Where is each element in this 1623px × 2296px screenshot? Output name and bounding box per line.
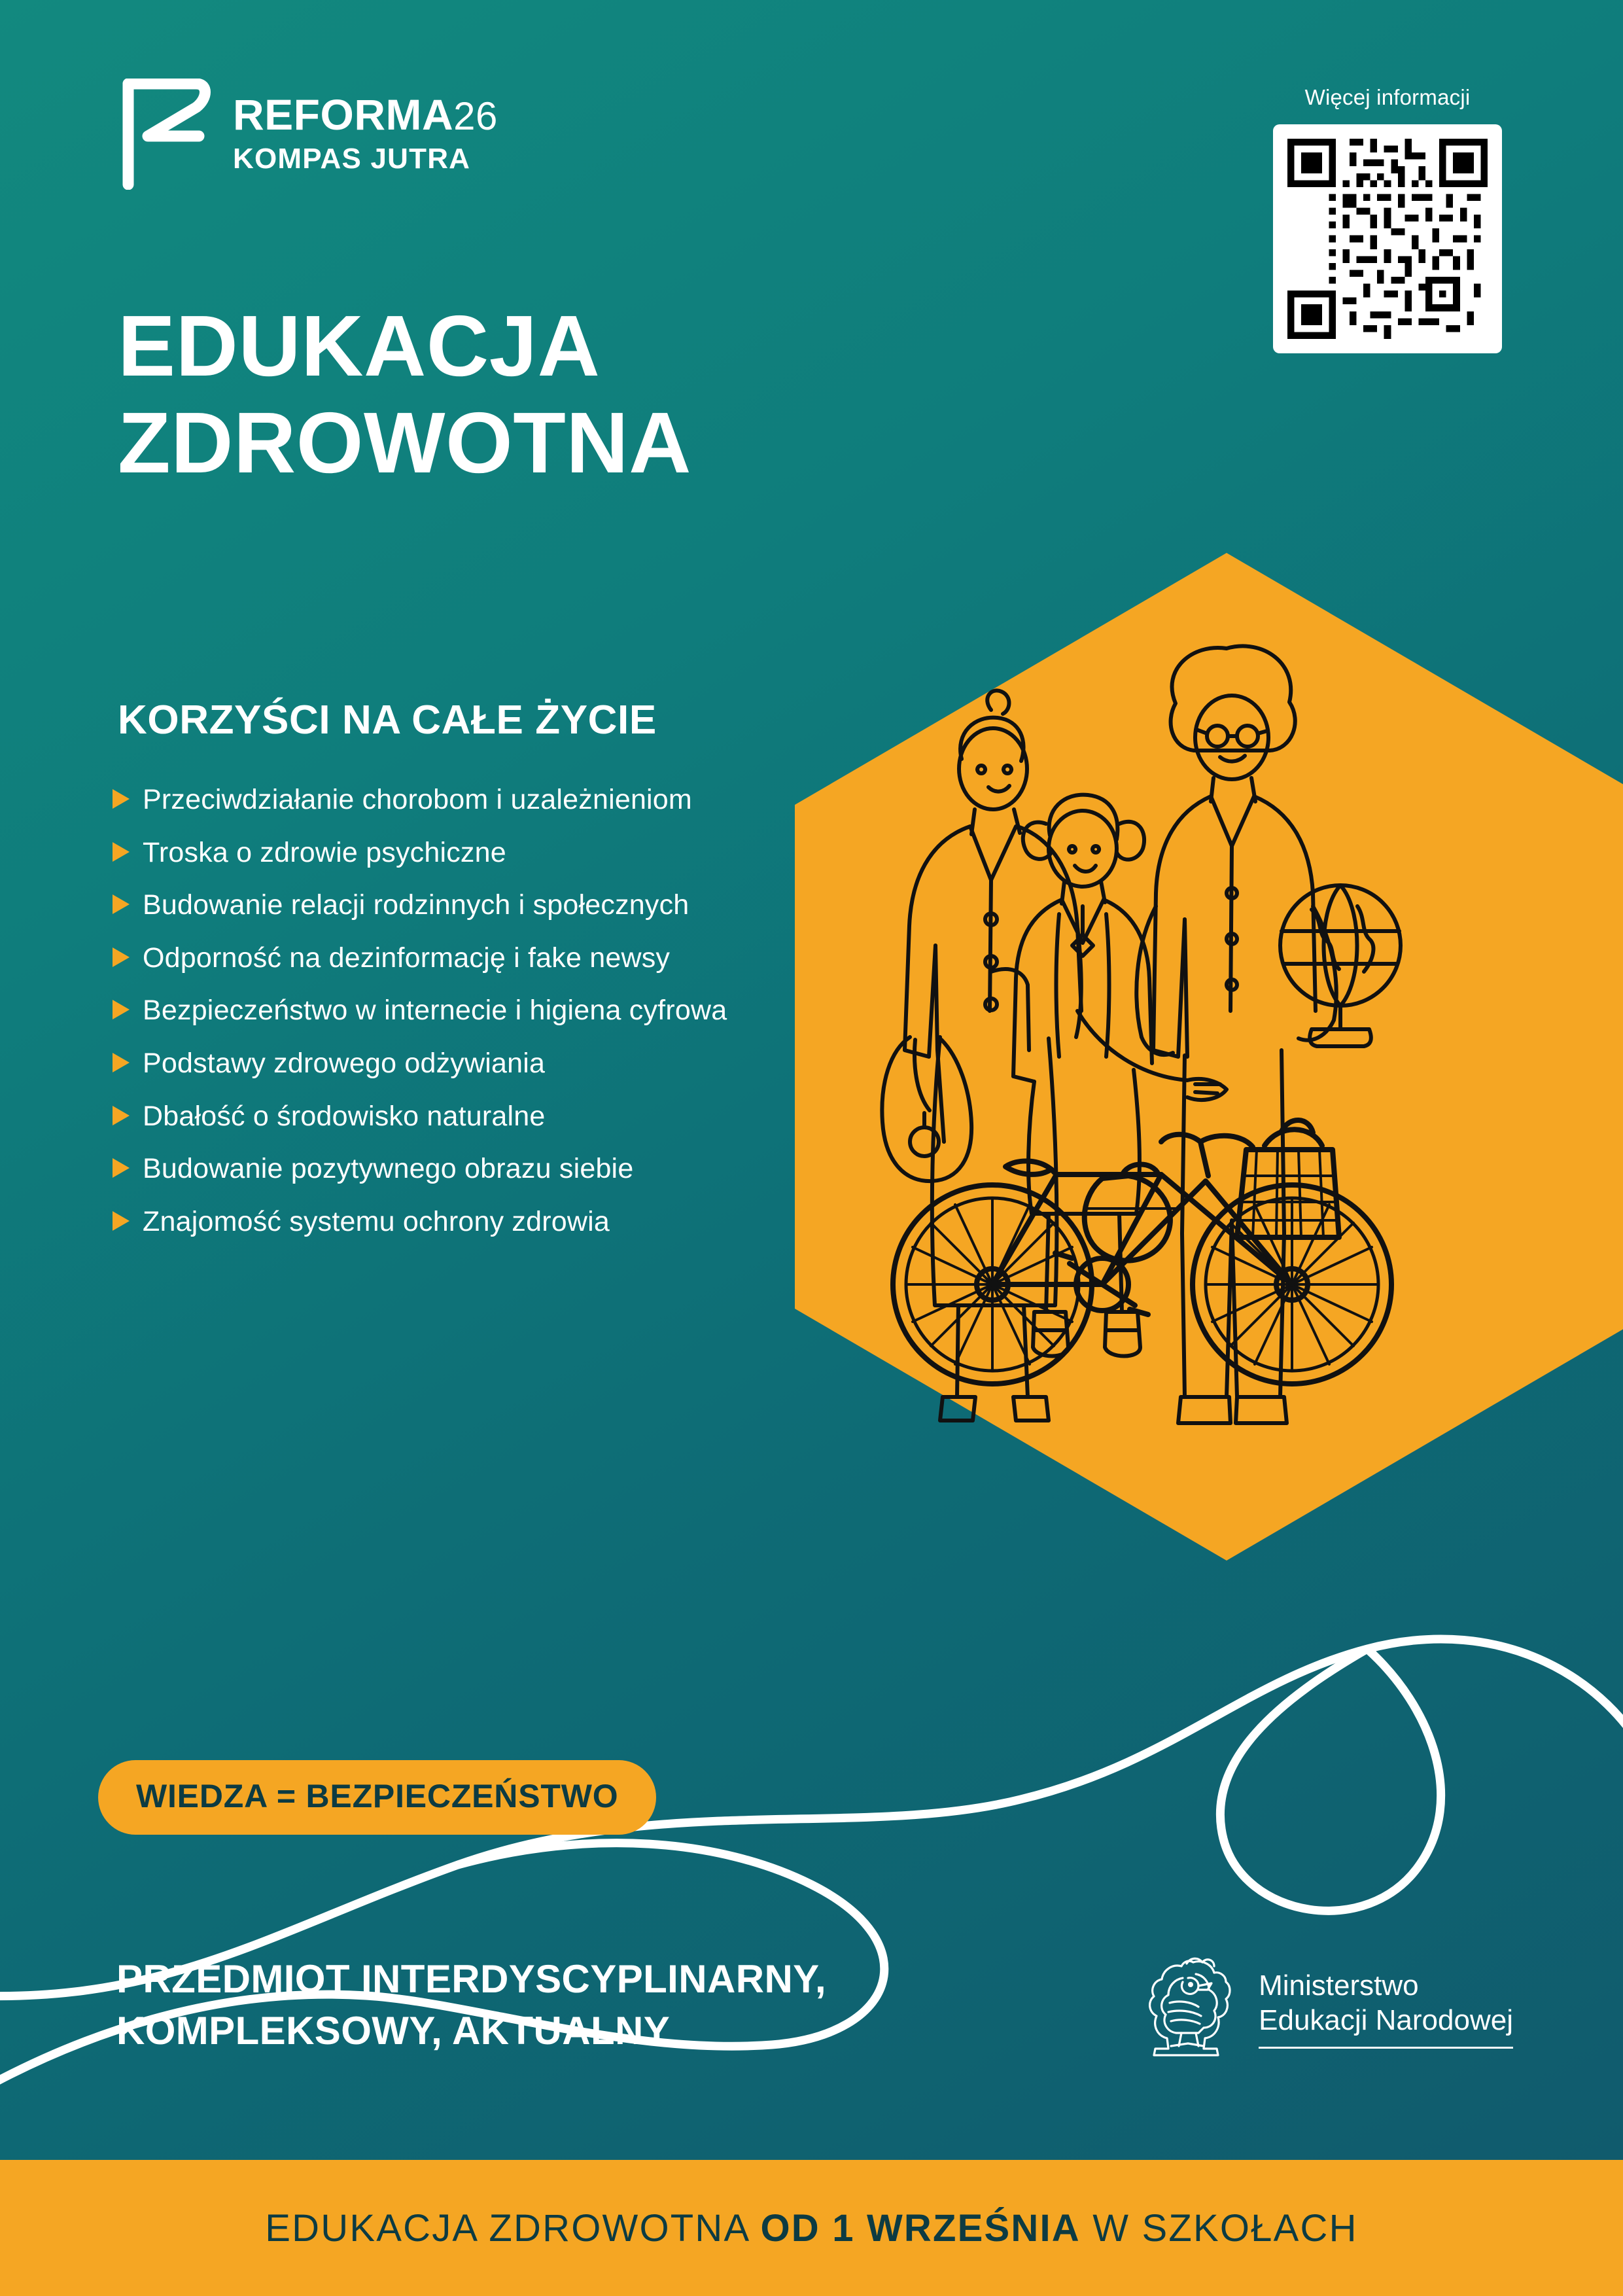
list-item-label: Troska o zdrowie psychiczne [143, 836, 506, 868]
bottom-bar-text [265, 2206, 1357, 2250]
qr-label: Więcej informacji [1304, 85, 1471, 109]
benefits-list [113, 782, 865, 1256]
page-title-line2: ZDROWOTNA [118, 394, 692, 491]
triangle-right-icon [113, 947, 130, 967]
list-item [113, 782, 865, 818]
triangle-right-icon [113, 1053, 130, 1072]
list-item [113, 1204, 865, 1240]
list-item [113, 940, 865, 976]
brand-logo [116, 79, 498, 190]
page-title [118, 298, 691, 491]
bottom-bar-prefix: EDUKACJA ZDROWOTNA [265, 2206, 761, 2250]
list-item [113, 887, 865, 923]
tagline [116, 1953, 826, 2057]
brand-name-main: REFORMA [233, 90, 454, 139]
list-item-label: Budowanie relacji rodzinnych i społecznych [143, 889, 689, 921]
list-item-label: Odporność na dezinformację i fake newsy [143, 942, 671, 974]
reforma-flag-logo-icon [116, 79, 215, 190]
list-item [113, 1151, 865, 1187]
qr-block[interactable] [1270, 85, 1505, 353]
ministry-name-line2: Edukacji Narodowej [1259, 2004, 1513, 2036]
triangle-right-icon [113, 789, 130, 809]
bottom-bar-suffix: W SZKOŁACH [1080, 2206, 1358, 2250]
tagline-line1: PRZEDMIOT INTERDYSCYPLINARNY, [116, 1957, 827, 2001]
list-item [113, 1099, 865, 1135]
triangle-right-icon [113, 842, 130, 862]
qr-code-icon[interactable] [1273, 124, 1502, 353]
triangle-right-icon [113, 1211, 130, 1231]
list-item-label: Budowanie pozytywnego obrazu siebie [143, 1153, 634, 1185]
ministry-logo [1130, 1947, 1513, 2071]
benefits-heading: KORZYŚCI NA CAŁE ŻYCIE [118, 698, 657, 743]
triangle-right-icon [113, 1000, 130, 1019]
triangle-right-icon [113, 1106, 130, 1125]
family-with-bicycle-illustration [795, 553, 1623, 1633]
status-badge: WIEDZA = BEZPIECZEŃSTWO [98, 1760, 656, 1835]
ministry-name [1259, 1969, 1513, 2049]
list-item [113, 835, 865, 871]
ministry-name-line1: Ministerstwo [1259, 1969, 1419, 2002]
bottom-bar-highlight: OD 1 WRZEŚNIA [760, 2206, 1081, 2250]
list-item-label: Przeciwdziałanie chorobom i uzależnieniom [143, 784, 692, 815]
page-title-line1: EDUKACJA [118, 298, 601, 394]
brand-subtitle: KOMPAS JUTRA [233, 142, 471, 175]
list-item [113, 1046, 865, 1082]
triangle-right-icon [113, 894, 130, 914]
triangle-right-icon [113, 1158, 130, 1178]
list-item-label: Podstawy zdrowego odżywiania [143, 1048, 546, 1080]
list-item-label: Znajomość systemu ochrony zdrowia [143, 1205, 610, 1237]
list-item-label: Dbałość o środowisko naturalne [143, 1100, 546, 1132]
bottom-bar [0, 2160, 1623, 2296]
list-item-label: Bezpieczeństwo w internecie i higiena cyfrowa [143, 995, 727, 1027]
list-item [113, 993, 865, 1029]
polish-eagle-emblem-icon [1130, 1947, 1242, 2071]
tagline-line2: KOMPLEKSOWY, AKTUALNY [116, 2009, 671, 2053]
brand-name [233, 90, 498, 139]
brand-name-number: 26 [453, 94, 498, 139]
